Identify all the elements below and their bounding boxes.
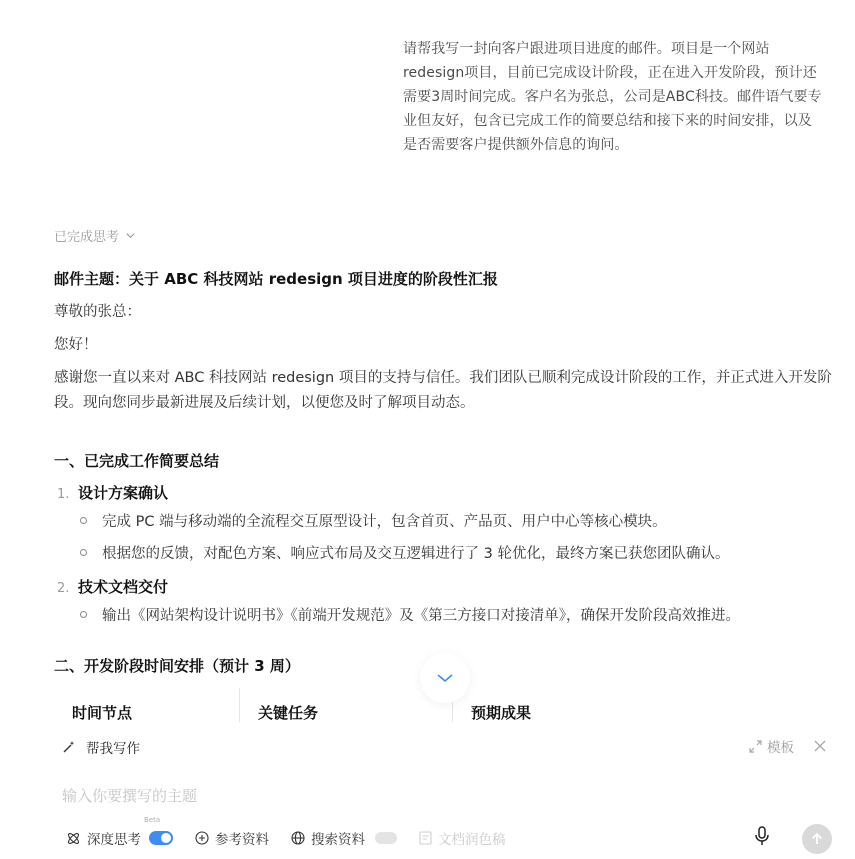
bullet-circle-icon (78, 610, 102, 620)
list-item (78, 604, 839, 629)
user-message: 请帮我写一封向客户跟进项目进度的邮件。项目是一个网站redesign项目，目前已完成设计阶段，正在进入开发阶段，预计还需要3周时间完成。客户名为张总，公司是ABC科技。邮件语气要专业但友好，包含已完成工作的简要总结和接下来的时间安排，以及是否需要客户提供额外信息的询问。 (403, 41, 822, 153)
email-intro: 感谢您一直以来对 ABC 科技网站 redesign 项目的支持与信任。我们团队已顺利完成设计阶段的工作，并正式进入开发阶段。现向您同步最新进展及后续计划，以便您及时了解项目动态。 (54, 370, 832, 411)
add-circle-icon (195, 831, 209, 845)
scroll-to-bottom-button[interactable] (420, 653, 470, 703)
writing-mode-label: 帮我写作 (86, 741, 140, 757)
ordered-list-item (54, 574, 839, 600)
document-icon (419, 831, 432, 845)
bullet-list (78, 510, 839, 567)
list-item (78, 510, 839, 535)
section-heading: 二、开发阶段时间安排（预计 3 周） (54, 657, 300, 675)
list-item-title: 技术文档交付 (78, 578, 169, 596)
close-icon (814, 740, 826, 752)
table-header-cell: 时间节点 (54, 688, 240, 728)
expand-icon (749, 740, 762, 753)
assistant-answer (54, 266, 839, 685)
thinking-toggle[interactable] (54, 226, 136, 245)
list-number: 2. (57, 581, 70, 596)
doc-polish-button[interactable] (419, 828, 506, 848)
email-subject: 邮件主题：关于 ABC 科技网站 redesign 项目进度的阶段性汇报 (54, 270, 498, 288)
bullet-list (78, 604, 839, 629)
list-item-title: 设计方案确认 (78, 484, 169, 502)
close-button[interactable] (814, 740, 826, 752)
ordered-list-item (54, 480, 839, 506)
bullet-circle-icon (78, 548, 102, 558)
beta-badge: Beta (144, 816, 161, 824)
composer (44, 722, 844, 859)
reference-button[interactable] (195, 828, 269, 848)
deep-think-toggle[interactable] (66, 816, 173, 848)
deep-think-label: 深度思考 (87, 832, 141, 848)
arrow-up-icon (810, 832, 824, 846)
email-hello: 您好！ (54, 337, 98, 353)
table-header-cell: 关键任务 (240, 688, 453, 728)
search-button[interactable] (291, 828, 397, 848)
atom-icon (66, 831, 81, 846)
magic-pen-icon (62, 740, 76, 754)
list-item-text: 根据您的反馈，对配色方案、响应式布局及交互逻辑进行了 3 轮优化，最终方案已获您团队确认。 (102, 546, 730, 562)
microphone-icon (754, 826, 770, 846)
section-heading: 一、已完成工作简要总结 (54, 452, 220, 470)
composer-toolbar (66, 816, 506, 848)
search-switch[interactable] (375, 832, 397, 844)
writing-mode-chip[interactable] (62, 737, 140, 757)
voice-input-button[interactable] (754, 826, 770, 850)
chevron-down-icon (436, 672, 454, 684)
globe-icon (291, 831, 305, 845)
topic-input[interactable] (60, 786, 764, 806)
reference-label: 参考资料 (215, 832, 269, 848)
chevron-down-icon (125, 230, 136, 241)
bullet-circle-icon (78, 516, 102, 526)
template-label: 模板 (767, 740, 794, 756)
template-button[interactable] (749, 736, 794, 756)
send-button[interactable] (802, 824, 832, 854)
thinking-label: 已完成思考 (54, 230, 120, 245)
doc-polish-label: 文档润色稿 (438, 832, 506, 848)
email-greeting: 尊敬的张总： (54, 304, 141, 320)
deep-think-switch[interactable] (149, 831, 173, 845)
composer-top-actions (749, 736, 826, 756)
list-item-text: 输出《网站架构设计说明书》《前端开发规范》及《第三方接口对接清单》，确保开发阶段高效推进。 (102, 608, 740, 624)
list-item-text: 完成 PC 端与移动端的全流程交互原型设计，包含首页、产品页、用户中心等核心模块。 (102, 514, 667, 530)
table-header-cell: 预期成果 (471, 704, 532, 722)
list-item (78, 542, 839, 567)
list-number: 1. (57, 487, 70, 502)
search-label: 搜索资料 (311, 832, 365, 848)
